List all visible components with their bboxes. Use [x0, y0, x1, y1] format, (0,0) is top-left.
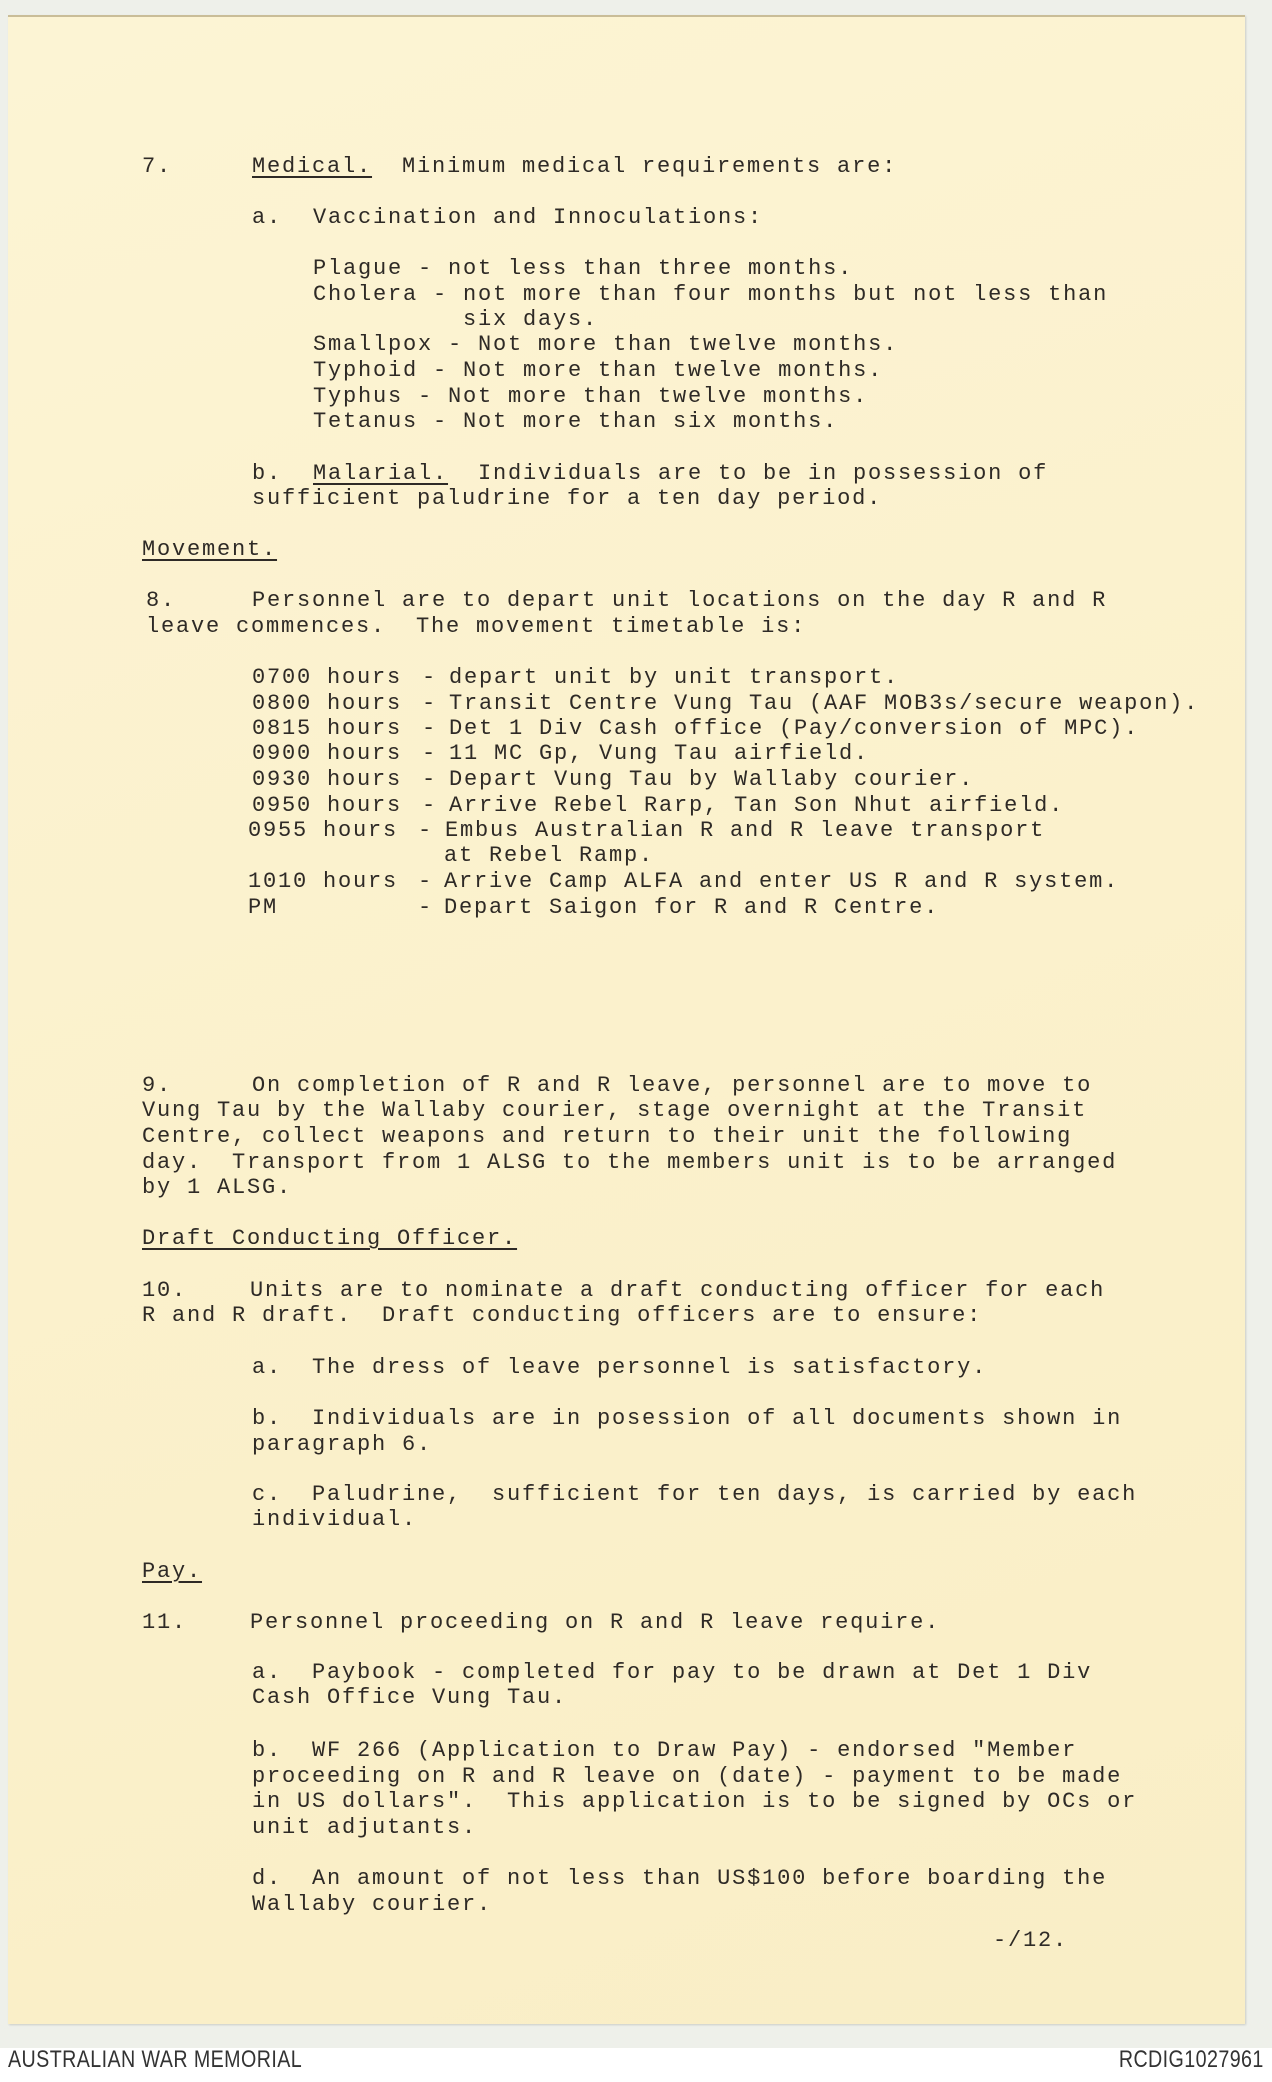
para-9-text: day. Transport from 1 ALSG to the members unit is to be arranged [142, 1150, 1118, 1175]
malarial-text-cont: sufficient paludrine for a ten day period. [252, 486, 883, 511]
timetable-desc: 11 MC Gp, Vung Tau airfield. [449, 741, 870, 766]
para-11-text: Personnel proceeding on R and R leave require. [250, 1610, 941, 1635]
para-10-item-b: b. Individuals are in posession of all documents shown in [252, 1406, 1123, 1431]
timetable-dash: - [422, 665, 438, 690]
para-9-text: Vung Tau by the Wallaby courier, stage overnight at the Transit [142, 1098, 1088, 1123]
timetable-desc: Det 1 Div Cash office (Pay/conversion of MPC). [449, 716, 1140, 741]
para-9-number: 9. [142, 1073, 173, 1098]
vaccination-line: Typhus - Not more than twelve months. [313, 384, 869, 409]
para-10-number: 10. [142, 1278, 188, 1303]
para-9-text: On completion of R and R leave, personnel are to move to [252, 1073, 1093, 1098]
dco-heading: Draft Conducting Officer. [142, 1226, 518, 1251]
para-10-item-c: c. Paludrine, sufficient for ten days, is carried by each [252, 1482, 1138, 1507]
timetable-desc: depart unit by unit transport. [449, 665, 900, 690]
timetable-time: 0700 hours [252, 665, 403, 690]
archive-credit: AUSTRALIAN WAR MEMORIAL [8, 2046, 303, 2073]
document-page [8, 15, 1245, 2024]
para-10-item-a: a. The dress of leave personnel is satisfactory. [252, 1355, 988, 1380]
timetable-dash: - [422, 691, 438, 716]
sub-label-b: b. [252, 461, 283, 486]
para-11-item-d: d. An amount of not less than US$100 before boarding the [252, 1866, 1108, 1891]
para-10-text: Units are to nominate a draft conducting officer for each [250, 1278, 1106, 1303]
timetable-desc: Embus Australian R and R leave transport [445, 818, 1046, 843]
para-8-text: Personnel are to depart unit locations on the day R and R [252, 588, 1108, 613]
timetable-desc: Depart Vung Tau by Wallaby courier. [449, 767, 975, 792]
timetable-time: 0900 hours [252, 741, 403, 766]
para-9-text: Centre, collect weapons and return to their unit the following [142, 1124, 1073, 1149]
timetable-time: 0950 hours [252, 793, 403, 818]
timetable-desc: Transit Centre Vung Tau (AAF MOB3s/secure weapon). [449, 691, 1200, 716]
timetable-time: 0930 hours [252, 767, 403, 792]
para-8-text-cont: leave commences. The movement timetable is: [146, 614, 807, 639]
para-10-item-c-cont: individual. [252, 1507, 418, 1532]
timetable-dash: - [422, 741, 438, 766]
medical-intro: Minimum medical requirements are: [402, 154, 898, 179]
vaccination-line: Cholera - not more than four months but not less than [313, 282, 1109, 307]
vaccination-line: Tetanus - Not more than six months. [313, 409, 839, 434]
para-11-item-b-cont: unit adjutants. [252, 1815, 478, 1840]
timetable-dash: - [418, 869, 434, 894]
timetable-time: 0955 hours [248, 818, 399, 843]
vaccination-line: Plague - not less than three months. [313, 256, 854, 281]
continuation-marker: -/12. [993, 1928, 1069, 1953]
timetable-time: PM [248, 895, 279, 920]
vaccination-line: six days. [463, 307, 599, 332]
para-11-item-b-cont: proceeding on R and R leave on (date) - payment to be made [252, 1764, 1123, 1789]
para-11-item-d-cont: Wallaby courier. [252, 1892, 493, 1917]
medical-heading: Medical. [252, 154, 373, 179]
vaccination-title: Vaccination and Innoculations: [313, 205, 764, 230]
timetable-dash: - [418, 895, 434, 920]
sub-label-a: a. [252, 205, 283, 230]
timetable-desc: Arrive Rebel Rarp, Tan Son Nhut airfield. [449, 793, 1065, 818]
para-11-number: 11. [142, 1610, 188, 1635]
timetable-dash: - [418, 818, 434, 843]
para-11-item-a: a. Paybook - completed for pay to be drawn at Det 1 Div [252, 1660, 1093, 1685]
timetable-time: 1010 hours [248, 869, 399, 894]
para-8-number: 8. [146, 588, 177, 613]
timetable-desc: Arrive Camp ALFA and enter US R and R system. [444, 869, 1120, 894]
para-10-item-b-cont: paragraph 6. [252, 1432, 433, 1457]
timetable-desc: at Rebel Ramp. [444, 843, 655, 868]
para-11-item-b: b. WF 266 (Application to Draw Pay) - endorsed "Member [252, 1738, 1078, 1763]
para-11-item-b-cont: in US dollars". This application is to be signed by OCs or [252, 1789, 1138, 1814]
timetable-dash: - [422, 793, 438, 818]
para-10-text-cont: R and R draft. Draft conducting officers are to ensure: [142, 1303, 983, 1328]
malarial-heading: Malarial. [313, 461, 449, 486]
pay-heading: Pay. [142, 1559, 203, 1584]
vaccination-line: Typhoid - Not more than twelve months. [313, 358, 884, 383]
movement-heading: Movement. [142, 537, 278, 562]
timetable-dash: - [422, 716, 438, 741]
timetable-dash: - [422, 767, 438, 792]
timetable-time: 0800 hours [252, 691, 403, 716]
timetable-desc: Depart Saigon for R and R Centre. [444, 895, 940, 920]
archive-id: RCDIG1027961 [1119, 2046, 1264, 2073]
para-11-item-a-cont: Cash Office Vung Tau. [252, 1685, 568, 1710]
vaccination-line: Smallpox - Not more than twelve months. [313, 332, 899, 357]
para-9-text: by 1 ALSG. [142, 1175, 293, 1200]
para-7-number: 7. [142, 154, 173, 179]
malarial-text: Individuals are to be in possession of [478, 461, 1049, 486]
timetable-time: 0815 hours [252, 716, 403, 741]
